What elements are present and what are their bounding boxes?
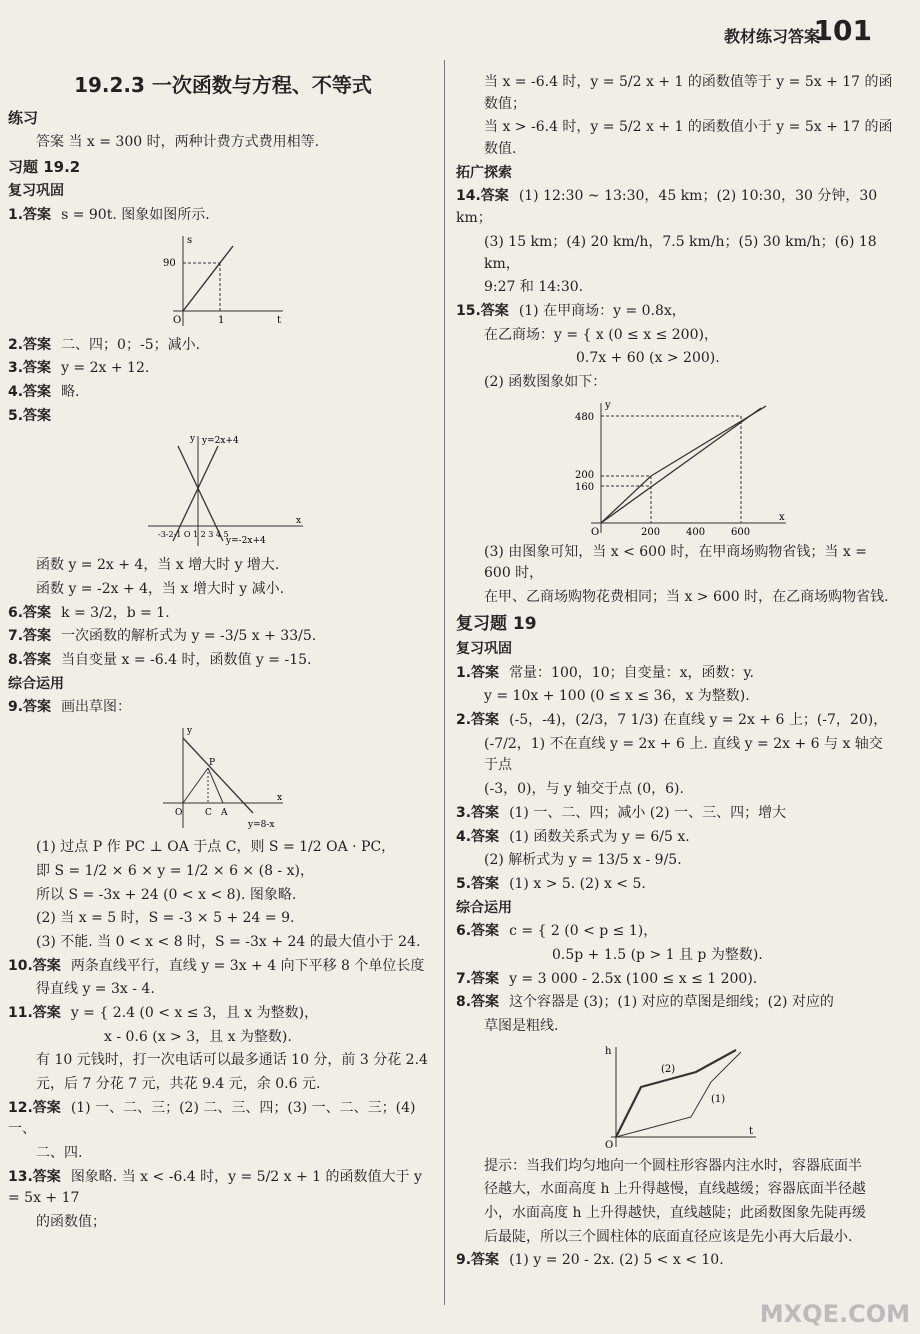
right-column [456,70,896,1274]
answer-tag: 14.答案 [456,188,509,205]
answer-14-line3: 9:27 和 14:30. [484,279,584,296]
answer-text: 常量：100，10；自变量：x，函数：y. [509,664,754,681]
answer-tag: 2.答案 [8,336,52,353]
answer-text: 画出草图： [61,699,132,716]
fig9-axis-x: x [277,793,283,804]
fig1-axis-s: s [187,234,193,246]
fig1-label-o: O [173,314,182,326]
answer-tag: 12.答案 [8,1099,61,1116]
fig5-eq2: y=-2x+4 [226,536,266,547]
answer-12 [8,1098,438,1141]
answer-tag: 3.答案 [8,360,52,377]
section-title: 19.2.3 一次函数与方程、不等式 [74,73,372,97]
fig15-y200: 200 [575,469,595,481]
fig8-axis-t: t [749,1125,754,1137]
fig8-axis-h: h [605,1045,612,1057]
answer-tag: 2.答案 [456,712,500,729]
review-6 [456,921,896,943]
answer-text: 两条直线平行，直线 y = 3x + 4 向下平移 8 个单位长度 [70,957,425,974]
fig5-axis-x: x [296,516,302,527]
answer-tag: 5.答案 [8,407,52,424]
answer-tag: 6.答案 [8,604,52,621]
answer-15-b2: 0.7x + 60 (x > 200). [576,350,720,367]
fig15-y480: 480 [575,411,595,423]
answer-9 [8,697,438,719]
answer-9-line3: 所以 S = -3x + 24 (0 < x < 8). 图象略. [36,886,297,903]
answer-tag: 4.答案 [456,828,500,845]
fig9-label-p: P [209,758,216,769]
answer-13-cont2: 当 x > -6.4 时，y = 5/2 x + 1 的函数值小于 y = 5x + 17 的函数值. [484,119,893,158]
answer-text: (1) 一、二、三；(2) 二、三、四；(3) 一、二、三；(4) 一、 [8,1099,416,1138]
apply-heading: 综合运用 [8,675,64,692]
figure-15 [561,398,791,538]
figure-1 [153,231,293,331]
review-3 [456,803,896,825]
answer-10 [8,956,438,978]
answer-10-line2: 得直线 y = 3x - 4. [36,981,155,998]
answer-tag: 8.答案 [456,994,500,1011]
answer-5-line2: 函数 y = -2x + 4，当 x 增大时 y 减小. [36,581,285,597]
fig5-eq1: y=2x+4 [202,436,239,447]
review-1 [456,663,896,685]
answer-11-case2: x - 0.6 (x > 3，且 x 为整数). [104,1028,292,1045]
watermark: MXQE.COM [759,1300,910,1328]
hint-line1: 提示：当我们均匀地向一个圆柱形容器内注水时，容器底面半 [484,1157,862,1174]
explore-heading: 拓广探索 [456,164,512,181]
answer-text: c = { 2 (0 < p ≤ 1)， [509,923,658,940]
review-9 [456,1250,896,1272]
answer-4 [8,382,438,404]
figure-8 [591,1042,761,1152]
figure-5 [138,431,308,551]
fig15-x600: 600 [731,526,751,538]
fig15-axis-x: x [779,511,785,523]
fig9-eq: y=8-x [248,820,275,831]
answer-1 [8,205,438,227]
answer-text: (1) 12:30 ~ 13:30，45 km；(2) 10:30，30 分钟，30 km； [456,188,878,227]
fig9-axis-y: y [187,726,193,737]
answer-6 [8,603,438,625]
review-1-line2: y = 10x + 100 (0 ≤ x ≤ 36，x 为整数). [484,688,750,705]
hint-line2: 径越大，水面高度 h 上升得越慢，直线越缓；容器底面半径越 [484,1181,866,1198]
review-8 [456,992,896,1014]
page-header [0,0,920,58]
answer-text: y = 2x + 12. [61,360,150,377]
answer-text: (1) 在甲商场：y = 0.8x， [518,302,686,319]
review-8-line2: 草图是粗线. [484,1018,559,1035]
fig5-axis-y: y [190,434,196,445]
fig15-x400: 400 [686,526,706,538]
answer-2 [8,335,438,357]
answer-9-line1: (1) 过点 P 作 PC ⊥ OA 于点 C，则 S = 1/2 OA · PC， [36,839,396,856]
answer-text: 这个容器是 (3)；(1) 对应的草图是细线；(2) 对应的 [509,994,834,1011]
review-heading-right: 复习巩固 [456,641,512,658]
answer-11-line2: 元，后 7 分花 7 元，共花 9.4 元，余 0.6 元. [36,1076,321,1092]
answer-tag: 5.答案 [456,875,500,892]
answer-3 [8,358,438,380]
answer-tag: 4.答案 [8,383,52,400]
answer-text: y = { 2.4 (0 < x ≤ 3，且 x 为整数)， [70,1004,319,1021]
fig9-label-o: O [175,808,183,819]
answer-11 [8,1003,438,1025]
answer-text: k = 3/2，b = 1. [61,604,170,621]
page-number: 101 [813,14,872,47]
answer-15-b1: 在乙商场：y = { x (0 ≤ x ≤ 200)， [484,326,718,343]
left-column [8,70,438,1236]
answer-tag: 1.答案 [456,664,500,681]
answer-text: (-5，-4)，(2/3，7 1/3) 在直线 y = 2x + 6 上；(-7，20)， [509,712,888,729]
answer-15-line4: (3) 由图象可知，当 x < 600 时，在甲商场购物省钱；当 x = 600 时， [484,543,867,582]
answer-tag: 1.答案 [8,206,52,223]
practice-heading: 练习 [8,109,39,127]
answer-tag: 3.答案 [456,804,500,821]
review-heading: 复习巩固 [8,183,64,200]
answer-text: (1) 一、二、四；减小 (2) 一、三、四；增大 [509,804,787,821]
fig8-label-2: (2) [661,1063,676,1075]
fig5-ticks: -3-2-1 O 1 2 3 4 5 [158,530,229,540]
fig8-origin: O [605,1139,614,1151]
answer-tag: 15.答案 [456,302,509,319]
answer-9-line4: (2) 当 x = 5 时，S = -3 × 5 + 24 = 9. [36,910,295,927]
answer-tag: 8.答案 [8,652,52,669]
fig9-label-c: C [205,808,212,819]
fig15-x200: 200 [641,526,661,538]
fig1-axis-t: t [277,314,282,326]
answer-14-line2: (3) 15 km；(4) 20 km/h，7.5 km/h；(5) 30 km/h；(6) 18 km， [484,233,877,272]
answer-15-line3: (2) 函数图象如下： [484,373,607,390]
answer-15 [456,301,896,323]
answer-8 [8,650,438,672]
answer-13 [8,1167,438,1210]
answer-7 [8,626,438,648]
review-title: 复习题 19 [456,613,537,634]
apply-heading-right: 综合运用 [456,899,512,916]
review-7 [456,969,896,991]
answer-text: 略. [61,383,80,400]
fig8-label-1: (1) [711,1093,726,1105]
answer-14 [456,186,896,229]
hint-line4: 后最陡，所以三个圆柱体的底面直径应该是先小再大后最小. [484,1228,853,1245]
answer-5 [8,406,438,428]
answer-9-line5: (3) 不能. 当 0 < x < 8 时，S = -3x + 24 的最大值小于 24. [36,933,421,950]
figure-9 [153,723,293,833]
header-title: 教材练习答案 [723,27,820,46]
review-5 [456,874,896,896]
answer-12-line2: 二、四. [36,1145,83,1162]
exercise-heading: 习题 19.2 [8,157,81,176]
answer-tag: 9.答案 [8,699,52,716]
fig15-y160: 160 [575,481,595,493]
review-4 [456,827,896,849]
fig9-label-a: A [221,808,228,819]
fig15-axis-y: y [605,399,611,411]
hint-line3: 小，水面高度 h 上升得越快，直线越陡；此函数图象先陡再缓 [484,1205,866,1222]
review-4-line2: (2) 解析式为 y = 13/5 x - 9/5. [484,852,682,869]
answer-text: 一次函数的解析式为 y = -3/5 x + 33/5. [61,628,317,645]
answer-tag: 11.答案 [8,1004,61,1021]
answer-text: 当自变量 x = -6.4 时，函数值 y = -15. [61,652,312,669]
review-6-case2: 0.5p + 1.5 (p > 1 且 p 为整数). [552,946,763,963]
fig1-label-1: 1 [218,314,225,326]
answer-text: (1) x > 5. (2) x < 5. [509,875,646,892]
answer-tag: 7.答案 [8,628,52,645]
review-2-line2: (-7/2，1) 不在直线 y = 2x + 6 上. 直线 y = 2x + 6 与 x 轴交于点 [484,735,883,774]
fig1-label-90: 90 [163,257,176,269]
answer-9-line2: 即 S = 1/2 × 6 × y = 1/2 × 6 × (8 - x)， [36,862,314,879]
review-2 [456,710,896,732]
answer-11-line1: 有 10 元钱时，打一次电话可以最多通话 10 分，前 3 分花 2.4 [36,1052,428,1069]
review-2-line3: (-3，0)，与 y 轴交于点 (0，6). [484,781,684,798]
answer-tag: 9.答案 [456,1252,500,1269]
answer-13-line2: 的函数值； [36,1214,106,1231]
answer-text: 二、四；0；-5；减小. [61,336,201,353]
column-divider [444,60,445,1305]
answer-15-line5: 在甲、乙商场购物花费相同；当 x > 600 时，在乙商场购物省钱. [484,589,889,605]
answer-text: s = 90t. 图象如图所示. [61,206,210,223]
answer-tag: 13.答案 [8,1168,61,1185]
answer-text: y = 3 000 - 2.5x (100 ≤ x ≤ 1 200). [509,970,758,987]
answer-text: (1) 函数关系式为 y = 6/5 x. [509,828,690,845]
fig15-origin: O [591,526,600,538]
answer-text: 图象略. 当 x < -6.4 时，y = 5/2 x + 1 的函数值大于 y = 5x + 17 [8,1168,422,1207]
answer-tag: 7.答案 [456,970,500,987]
answer-tag: 6.答案 [456,923,500,940]
answer-5-line1: 函数 y = 2x + 4，当 x 增大时 y 增大. [36,557,280,574]
practice-answer: 答案 当 x = 300 时，两种计费方式费用相等. [36,134,320,151]
answer-13-cont1: 当 x = -6.4 时，y = 5/2 x + 1 的函数值等于 y = 5x + 17 的函数值； [484,74,893,112]
answer-tag: 10.答案 [8,957,61,974]
answer-text: (1) y = 20 - 2x. (2) 5 < x < 10. [509,1252,724,1269]
